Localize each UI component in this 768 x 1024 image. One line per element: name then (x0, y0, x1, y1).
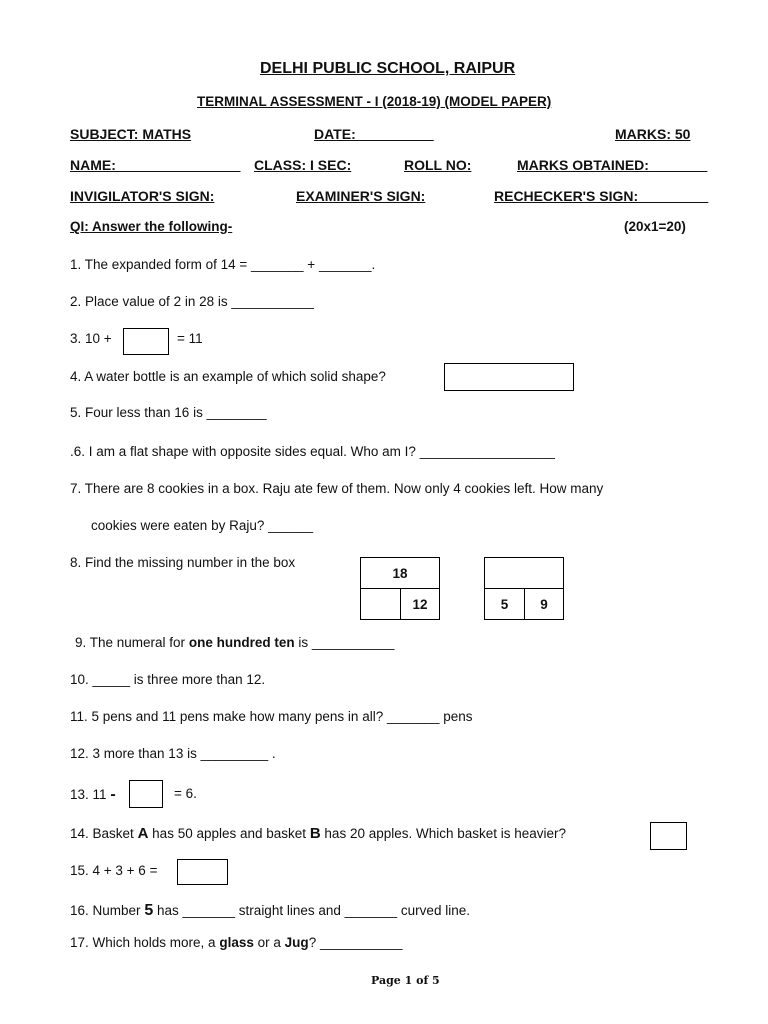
question-4: 4. A water bottle is an example of which solid shape? (70, 369, 386, 384)
marks-obtained-label: MARKS OBTAINED: _______ (517, 157, 708, 173)
question-14-part3: has 20 apples. Which basket is heavier? (324, 826, 567, 841)
question-17-part1: 17. Which holds more, a (70, 935, 216, 950)
exam-title: TERMINAL ASSESSMENT - I (2018-19) (MODEL PAPER) (197, 94, 552, 109)
section-title: QI: Answer the following- (70, 219, 233, 234)
question-3 (70, 331, 112, 346)
question-9 (75, 635, 394, 650)
date-label: DATE:__________ (314, 126, 434, 142)
marks-label: MARKS: 50 (615, 126, 691, 142)
question-16-suffix: has _______ straight lines and _______ curved line. (156, 903, 470, 918)
question-8: 8. Find the missing number in the box (70, 555, 296, 570)
answer-box-q13[interactable] (129, 780, 163, 808)
question-7-line1: 7. There are 8 cookies in a box. Raju ate few of them. Now only 4 cookies left. How many (70, 481, 604, 496)
rechecker-sign-label: RECHECKER'S SIGN:_________ (494, 188, 709, 204)
question-13-prefix: 13. 11 (70, 787, 107, 802)
question-3-prefix: 3. 10 + (70, 331, 112, 346)
question-2: 2. Place value of 2 in 28 is ___________ (70, 294, 314, 309)
question-13-minus: - (110, 786, 116, 803)
question-10: 10. _____ is three more than 12. (70, 672, 266, 687)
answer-box-q4[interactable] (444, 363, 574, 391)
q8-box2-left: 5 (484, 588, 525, 620)
page-number: Page 1 of 5 (371, 974, 440, 987)
question-14-part1: 14. Basket (70, 826, 134, 841)
answer-box-q14[interactable] (650, 822, 687, 850)
question-14-basket-a: A (137, 825, 149, 842)
examiner-sign-label: EXAMINER'S SIGN: (296, 188, 426, 204)
q8-box1-right: 12 (400, 588, 440, 620)
question-13 (70, 786, 116, 804)
question-7-line2: cookies were eaten by Raju? ______ (91, 518, 314, 533)
name-label: NAME:________________ (70, 157, 241, 173)
q8-box1-left[interactable] (360, 588, 401, 620)
subject-label: SUBJECT: MATHS (70, 126, 192, 142)
question-16 (70, 902, 470, 920)
question-17-part2: or a (257, 935, 281, 950)
question-5: 5. Four less than 16 is ________ (70, 405, 267, 420)
question-1: 1. The expanded form of 14 = _______ + _______. (70, 257, 376, 272)
question-14-part2: has 50 apples and basket (152, 826, 307, 841)
school-title: DELHI PUBLIC SCHOOL, RAIPUR (260, 60, 516, 77)
question-9-suffix: is ___________ (298, 635, 395, 650)
answer-box-q3[interactable] (123, 328, 169, 355)
question-17 (70, 935, 403, 950)
q8-box2-right: 9 (524, 588, 564, 620)
question-13-suffix: = 6. (174, 786, 197, 801)
q8-box1-top: 18 (360, 557, 440, 589)
question-3-suffix: = 11 (177, 331, 203, 346)
question-17-glass: glass (219, 935, 254, 950)
question-9-prefix: 9. The numeral for (75, 635, 186, 650)
question-14-basket-b: B (309, 825, 321, 842)
question-16-prefix: 16. Number (70, 903, 141, 918)
question-9-bold: one hundred ten (188, 635, 295, 650)
question-17-jug: Jug (284, 935, 309, 950)
class-sec-label: CLASS: I SEC: (254, 157, 352, 173)
question-12: 12. 3 more than 13 is _________ . (70, 746, 276, 761)
section-marks: (20x1=20) (624, 219, 686, 234)
question-16-number: 5 (144, 902, 154, 919)
question-14 (70, 825, 566, 842)
q8-box2-top[interactable] (484, 557, 564, 589)
invigilator-sign-label: INVIGILATOR'S SIGN: (70, 188, 215, 204)
roll-no-label: ROLL NO: (404, 157, 472, 173)
question-15: 15. 4 + 3 + 6 = (70, 863, 158, 878)
question-17-part3: ? ___________ (308, 935, 403, 950)
answer-box-q15[interactable] (177, 859, 228, 885)
question-11: 11. 5 pens and 11 pens make how many pens in all? _______ pens (70, 709, 473, 724)
question-6: .6. I am a flat shape with opposite sides equal. Who am I? __________________ (70, 444, 555, 459)
